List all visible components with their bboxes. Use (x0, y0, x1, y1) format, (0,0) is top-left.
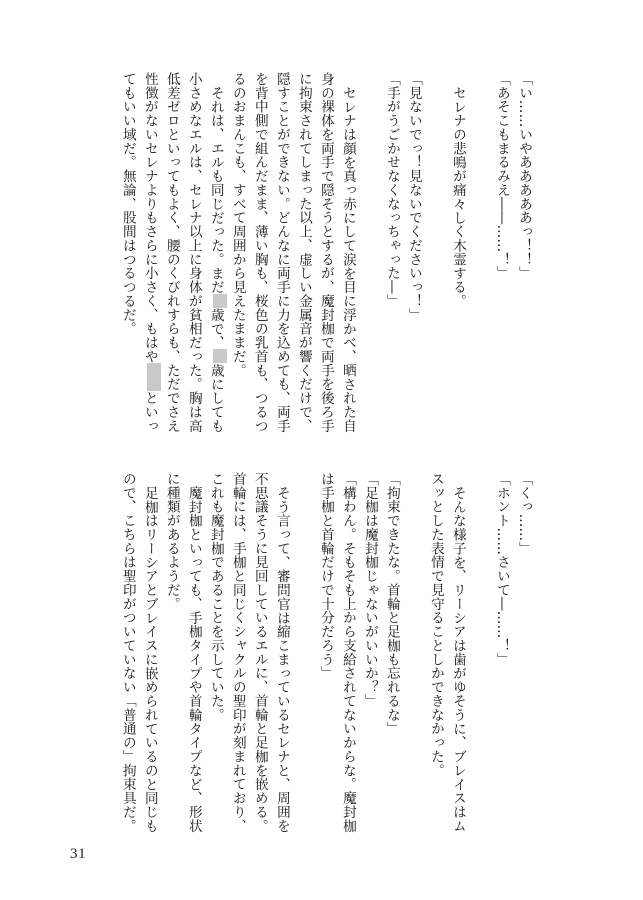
text-line: 身の裸体を両手で隠そうとするが、魔封枷で両手を後ろ手 (317, 72, 334, 433)
text-line: るのおまんこも、すべて周囲から見えたままだ。 (229, 72, 246, 378)
text-line: 性徴がないセレナよりもさらに小さく、もはや といっ (139, 72, 161, 433)
text-line: 小さめなエルは、セレナ以上に身体が貧相だった。胸は高 (185, 72, 202, 433)
censor-block (213, 349, 227, 363)
text-line: 隠すことができない。どんなに両手に力を込めても、両手 (273, 72, 290, 433)
text-line: 不思議そうに見回しているエルに、首輪と足枷を嵌める。 (251, 472, 268, 833)
censor-block (213, 294, 227, 308)
text-line: てもいい域だ。無論、股間はつるつるだ。 (119, 72, 136, 336)
text-line: そう言って、審問官は縮こまっているセレナと、周囲を (273, 485, 290, 833)
blank-line (293, 472, 315, 833)
text-line: 首輪には、手枷と同じくシャクルの聖印が刻まれており、 (229, 472, 246, 833)
censor-block (147, 377, 161, 391)
censor-block (147, 363, 161, 377)
blank-line (469, 72, 491, 433)
text-line: 足枷はリーシアとブレイスに嵌められているのと同じも (141, 485, 158, 833)
text-line: ので、こちらは聖印がついていない「普通の」拘束具だ。 (119, 472, 136, 833)
top-text-block (117, 72, 535, 433)
text-line: は手枷と首輪だけで十分だろう」 (317, 472, 334, 681)
page-number: 31 (70, 846, 87, 862)
text-line: 「見ないでっ！見ないでくださいっ！」 (405, 72, 422, 322)
text-line: 「くっ……」 (516, 472, 532, 556)
text-line: 「い……いやあああああっ！！」 (516, 72, 532, 281)
text-line: 「足枷は魔封枷じゃないがいいか？」 (361, 472, 378, 708)
text-line: 「あそこもまるみえ――……！」 (493, 72, 510, 281)
text-line: それは、エルも同じだった。まだ 歳で、 歳にしても (205, 72, 227, 433)
blank-line (403, 472, 425, 833)
text-line: セレナは顔を真っ赤にして涙を目に浮かべ、晒された自 (339, 85, 356, 433)
blank-line (469, 472, 491, 833)
text-line: 魔封枷といっても、手枷タイプや首輪タイプなど、形状 (185, 485, 202, 833)
text-line: を背中側で組んだまま、薄い胸も、桜色の乳首も、つるつ (251, 72, 268, 433)
text-line: これも魔封枷であることを示していた。 (207, 472, 224, 722)
text-line: 「構わん。そもそも上から支給されてないからな。魔封枷 (339, 472, 356, 833)
text-line: に拘束されてしまった以上、虚しい金属音が響くだけで、 (295, 72, 312, 433)
blank-line (425, 72, 447, 433)
blank-line (359, 72, 381, 433)
text-line: 低差ゼロといってもよく、腰のくびれすらも、ただでさえ (163, 72, 180, 433)
text-line: スッとした表情で見守ることしかできなかった。 (427, 472, 444, 778)
text-line: そんな様子を、リーシアは歯がゆそうに、ブレイスはム (449, 485, 466, 833)
text-line: セレナの悲鳴が痛々しく木霊する。 (449, 85, 466, 308)
text-line: に種類があるようだ。 (163, 472, 180, 611)
text-line: 「ホント……さいて―……！」 (493, 472, 510, 667)
text-line: 「手がうごかせなくなっちゃった―」 (383, 72, 400, 308)
text-line: 「拘束できたな。首輪と足枷も忘れるな」 (383, 472, 400, 736)
bottom-text-block (117, 472, 535, 833)
